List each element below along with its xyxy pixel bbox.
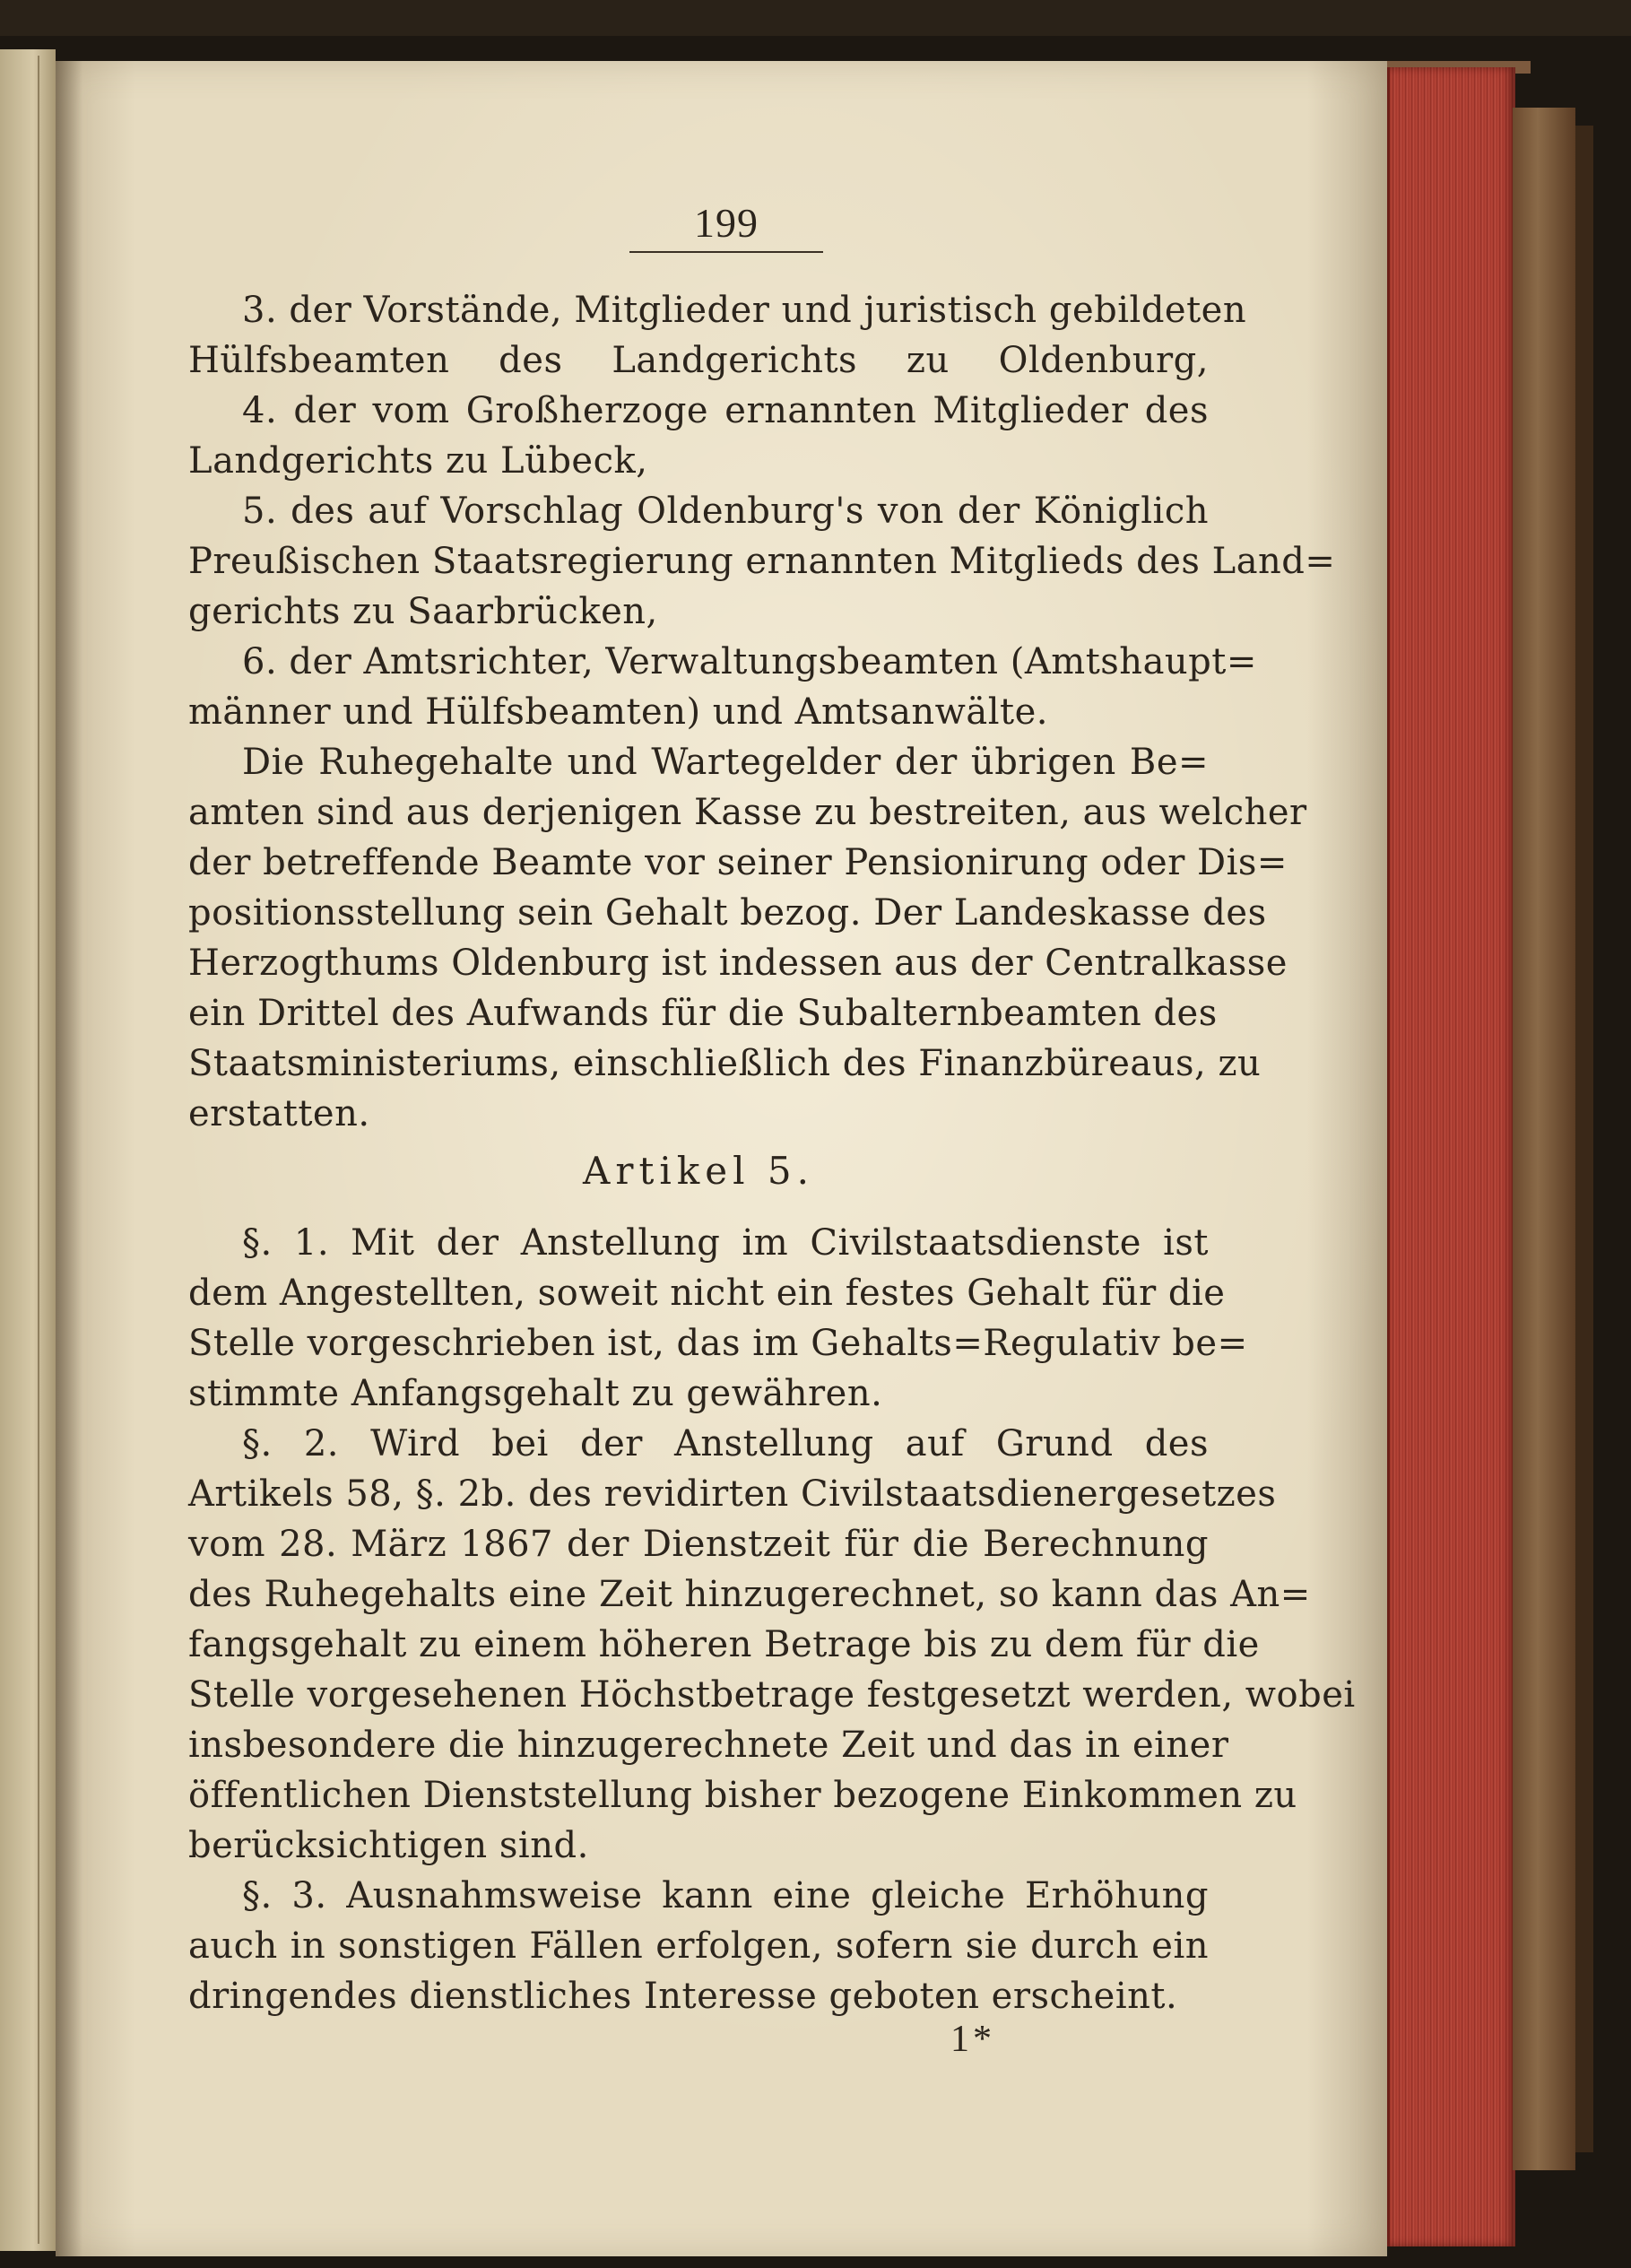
text-line: der betreffende Beamte vor seiner Pensionirung oder Dis= xyxy=(188,842,1288,883)
text-line: Herzogthums Oldenburg ist indessen aus der Centralkasse xyxy=(188,943,1288,984)
text-line: erstatten. xyxy=(188,1093,370,1134)
book-cover xyxy=(1513,108,1575,2170)
text-line: §. 1. Mit der Anstellung im Civilstaatsdienste ist xyxy=(242,1222,1209,1264)
text-line: positionsstellung sein Gehalt bezog. Der Landeskasse des xyxy=(188,892,1267,934)
text-line: §. 3. Ausnahmsweise kann eine gleiche Erhöhung xyxy=(242,1875,1209,1916)
signature-mark: 1* xyxy=(950,2019,995,2060)
text-line: Preußischen Staatsregierung ernannten Mitglieds des Land= xyxy=(188,541,1336,582)
text-line: öffentlichen Dienststellung bisher bezogene Einkommen zu xyxy=(188,1775,1297,1816)
text-line: insbesondere die hinzugerechnete Zeit und das in einer xyxy=(188,1725,1229,1766)
text-line: Hülfsbeamten des Landgerichts zu Oldenburg, xyxy=(188,340,1209,381)
text-line: dringendes dienstliches Interesse geboten erscheint. xyxy=(188,1976,1178,2017)
text-line: 5. des auf Vorschlag Oldenburg's von der Königlich xyxy=(242,491,1209,532)
article-heading: Artikel 5. xyxy=(583,1149,814,1193)
page-number-rule xyxy=(629,251,823,253)
text-line: dem Angestellten, soweit nicht ein festes Gehalt für die xyxy=(188,1273,1226,1314)
text-line: fangsgehalt zu einem höheren Betrage bis zu dem für die xyxy=(188,1624,1260,1665)
text-line: stimmte Anfangsgehalt zu gewähren. xyxy=(188,1373,883,1414)
page-number: 199 xyxy=(694,200,759,246)
text-line: §. 2. Wird bei der Anstellung auf Grund des xyxy=(242,1423,1209,1464)
text-line: Landgerichts zu Lübeck, xyxy=(188,440,648,482)
text-line: männer und Hülfsbeamten) und Amtsanwälte. xyxy=(188,691,1049,733)
left-page-margin xyxy=(0,56,39,2244)
text-line: ein Drittel des Aufwands für die Subalternbeamten des xyxy=(188,993,1218,1034)
text-line: des Ruhegehalts eine Zeit hinzugerechnet, so kann das An= xyxy=(188,1574,1311,1615)
text-line: berücksichtigen sind. xyxy=(188,1825,589,1866)
text-line: Die Ruhegehalte und Wartegelder der übrigen Be= xyxy=(242,742,1209,783)
text-line: Artikels 58, §. 2b. des revidirten Civilstaatsdienergesetzes xyxy=(188,1473,1277,1515)
text-line: auch in sonstigen Fällen erfolgen, sofern sie durch ein xyxy=(188,1925,1209,1967)
red-page-edges xyxy=(1387,67,1515,2246)
text-line: vom 28. März 1867 der Dienstzeit für die Berechnung xyxy=(188,1524,1209,1565)
gutter-shadow xyxy=(56,61,82,2256)
text-line: 3. der Vorstände, Mitglieder und juristisch gebildeten xyxy=(242,290,1247,331)
text-line: amten sind aus derjenigen Kasse zu bestreiten, aus welcher xyxy=(188,792,1307,833)
text-line: gerichts zu Saarbrücken, xyxy=(188,591,658,632)
text-line: Staatsministeriums, einschließlich des Finanzbüreaus, zu xyxy=(188,1043,1262,1084)
text-line: 6. der Amtsrichter, Verwaltungsbeamten (Amtshaupt= xyxy=(242,641,1257,682)
book-cover-edge xyxy=(1575,126,1593,2152)
text-line: 4. der vom Großherzoge ernannten Mitglieder des xyxy=(242,390,1209,431)
text-line: Stelle vorgesehenen Höchstbetrage festgesetzt werden, wobei xyxy=(188,1674,1356,1716)
text-line: Stelle vorgeschrieben ist, das im Gehalts=Regulativ be= xyxy=(188,1323,1248,1364)
